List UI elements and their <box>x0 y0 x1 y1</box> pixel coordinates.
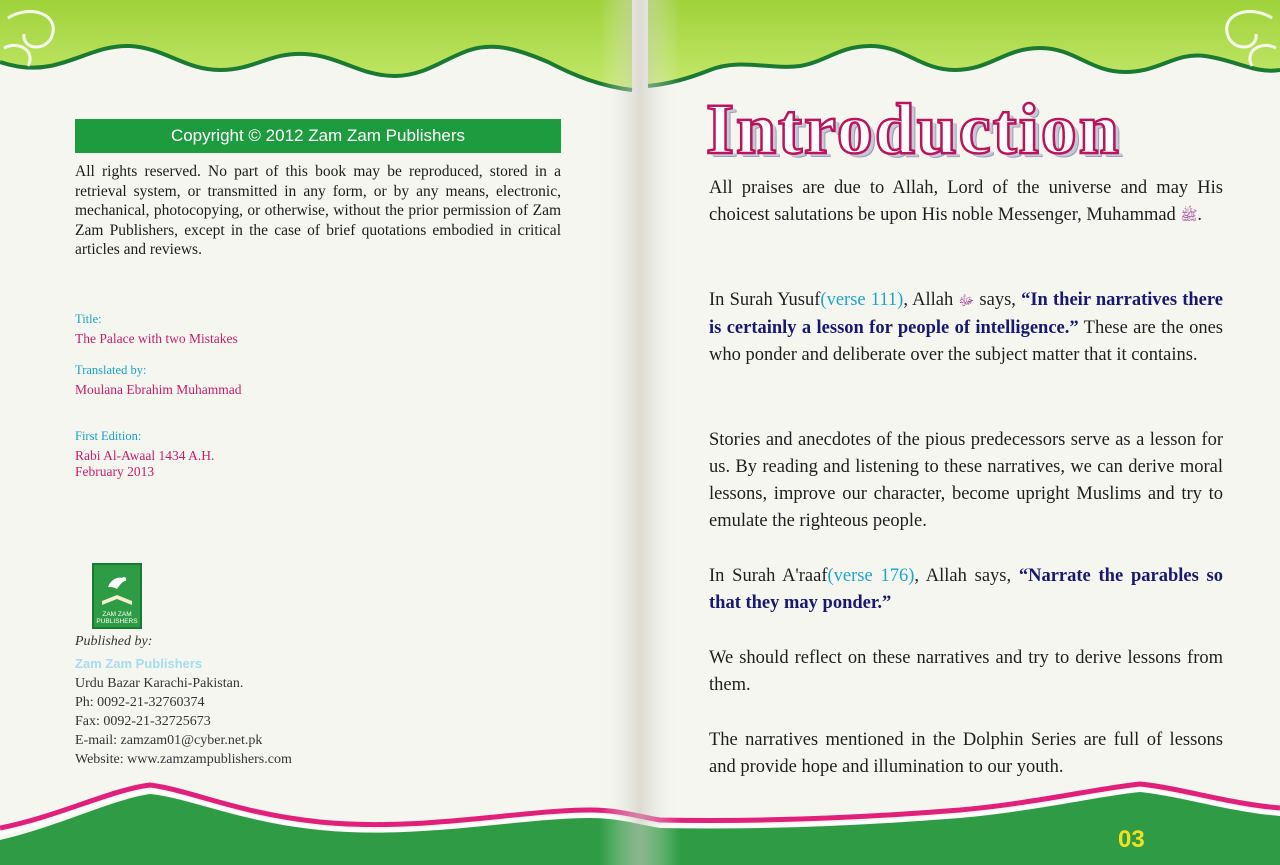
edition-date-gregorian: February 2013 <box>75 464 155 479</box>
publisher-email: E-mail: zamzam01@cyber.net.pk <box>75 733 263 748</box>
introduction-heading: Introduction <box>706 89 1121 169</box>
p4-quote: “Narrate the parables so that they may ponder.” <box>709 566 1223 613</box>
edition-label: First Edition: <box>75 429 142 443</box>
title-value: The Palace with two Mistakes <box>75 331 238 346</box>
p1-text: All praises are due to Allah, Lord of the universe and may His choicest salutations be upon His noble Messenger, Muhammad <box>709 178 1223 225</box>
intro-paragraph-1 <box>709 175 1223 230</box>
p2-mid: , Allah <box>903 290 954 310</box>
publisher-fax: Fax: 0092-21-32725673 <box>75 714 211 729</box>
intro-paragraph-5: We should reflect on these narratives and try to derive lessons from them. <box>709 648 1223 695</box>
p2-honorific: ﷻ <box>958 294 975 309</box>
p2-verse-ref: (verse 111) <box>820 290 904 310</box>
p1-end: . <box>1197 205 1202 225</box>
translated-label: Translated by: <box>75 363 147 377</box>
p4-mid: , Allah says, <box>914 566 1019 586</box>
publisher-name: Zam Zam Publishers <box>75 656 203 671</box>
intro-paragraph-2 <box>709 287 1223 369</box>
intro-paragraph-4 <box>709 563 1223 617</box>
page-number: 03 <box>1118 826 1145 853</box>
p1-honorific: ﷺ <box>1180 209 1198 224</box>
title-label: Title: <box>75 312 102 326</box>
published-by-label: Published by: <box>75 634 153 649</box>
edition-date-hijri: Rabi Al-Awaal 1434 A.H. <box>75 448 215 463</box>
p2-quote: “In their narratives there is certainly a lesson for people of intelligence.” <box>709 290 1223 338</box>
translated-value: Moulana Ebrahim Muhammad <box>75 382 242 397</box>
rights-text: All rights reserved. No part of this book may be reproduced, stored in a retrieval system, or transmitted in any form, or by any means, electronic, mechanical, photocopying, or otherwise, without the prior permission of Zam Zam Publishers, except in the case of brief quotations embodied in critical articles and reviews. <box>75 163 561 259</box>
p2-prefix: In Surah Yusuf <box>709 290 821 310</box>
p4-verse-ref: (verse 176) <box>827 566 915 586</box>
logo-text: ZAM ZAM PUBLISHERS <box>96 611 138 625</box>
p4-prefix: In Surah A'raaf <box>709 566 828 586</box>
publisher-logo <box>92 563 142 629</box>
copyright-banner: Copyright © 2012 Zam Zam Publishers <box>75 119 561 153</box>
publisher-address: Urdu Bazar Karachi-Pakistan. <box>75 676 244 691</box>
publisher-phone: Ph: 0092-21-32760374 <box>75 695 205 710</box>
p2-suffix: These are the ones who ponder and deliberate over the subject matter that it contains. <box>709 318 1223 365</box>
dove-book-icon <box>94 567 140 613</box>
intro-paragraph-6: The narratives mentioned in the Dolphin Series are full of lessons and provide hope and illumination to our youth. <box>709 730 1223 777</box>
publisher-website: Website: www.zamzampublishers.com <box>75 752 292 767</box>
intro-paragraph-3: Stories and anecdotes of the pious predecessors serve as a lesson for us. By reading and listening to these narratives, we can derive moral lessons, improve our character, become upright Muslims and try to emulate the righteous people. <box>709 430 1223 531</box>
p2-says: says, <box>974 290 1022 310</box>
